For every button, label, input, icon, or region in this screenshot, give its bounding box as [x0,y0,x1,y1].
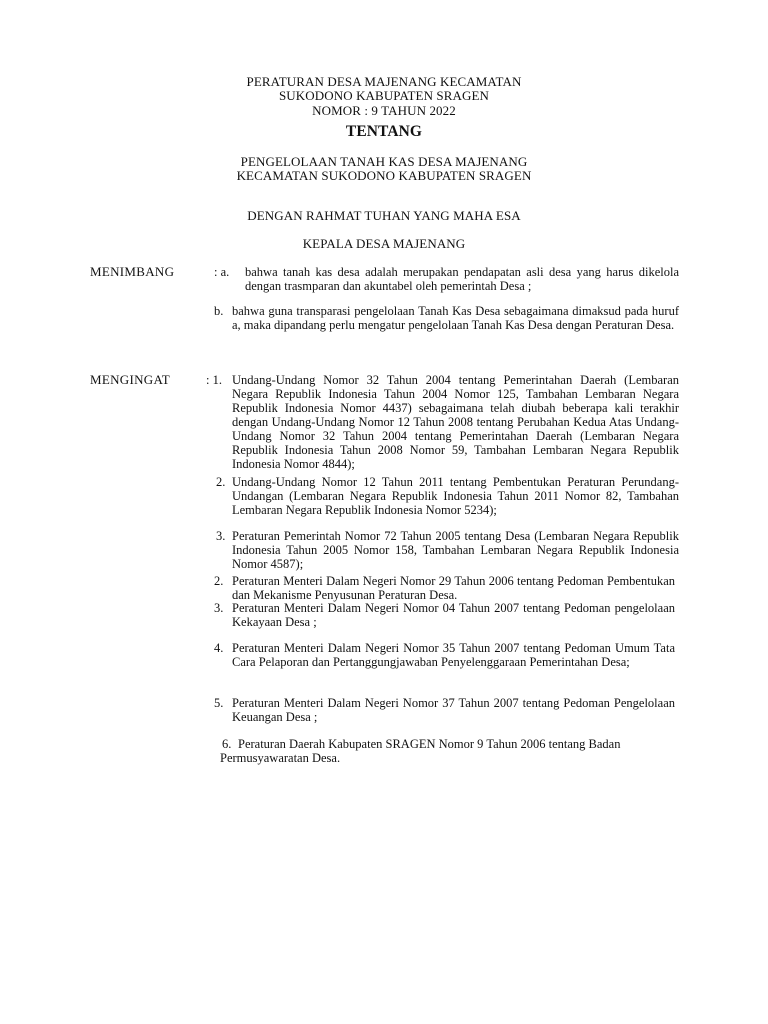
mengingat-marker-8: 6. [222,737,232,751]
mengingat-item-3: Peraturan Pemerintah Nomor 72 Tahun 2005 tentang Desa (Lembaran Negara Republik Indonesia Tahun 2005 Nomor 158, Tambahan Lembaran Negara Republik Indonesia Nomor 4587); [232,529,679,571]
menimbang-label: MENIMBANG [90,264,175,279]
mengingat-item-7: Peraturan Menteri Dalam Negeri Nomor 37 Tahun 2007 tentang Pedoman Pengelolaan Keuangan Desa ; [232,696,675,724]
menimbang-item-b: bahwa guna transparasi pengelolaan Tanah Kas Desa sebagaimana dimaksud pada huruf a, maka dipandang perlu mengatur pengelolaan Tanah Kas Desa dengan Peraturan Desa. [232,304,679,332]
official-title: KEPALA DESA MAJENANG [302,236,466,251]
mengingat-marker-2: 2. [216,475,226,489]
mengingat-marker-4: 2. [214,574,224,588]
menimbang-marker-b: b. [214,304,224,318]
tentang-heading: TENTANG [345,123,423,140]
mengingat-item-2: Undang-Undang Nomor 12 Tahun 2011 tentang Pembentukan Peraturan Perundang-Undangan (Lembaran Negara Republik Indonesia Tahun 2011 Nomor 82, Tambahan Lembaran Negara Republik Indonesia Nomor 5234); [232,475,679,517]
mengingat-item-6: Peraturan Menteri Dalam Negeri Nomor 35 Tahun 2007 tentang Pedoman Umum Tata Cara Pelaporan dan Pertanggungjawaban Penyelenggaraan Pemerintahan Desa; [232,641,675,669]
header-number: NOMOR : 9 TAHUN 2022 [312,103,456,118]
header-line-2: SUKODONO KABUPATEN SRAGEN [278,88,490,103]
mengingat-item-8: Peraturan Daerah Kabupaten SRAGEN Nomor 9 Tahun 2006 tentang Badan Permusyawaratan Desa. [220,737,621,765]
menimbang-item-a: bahwa tanah kas desa adalah merupakan pendapatan asli desa yang harus dikelola dengan trasmparan dan akuntabel oleh pemerintah Desa ; [245,265,679,293]
mengingat-marker-5: 3. [214,601,224,615]
mengingat-item-1: Undang-Undang Nomor 32 Tahun 2004 tentang Pemerintahan Daerah (Lembaran Negara Republik Indonesia Tahun 2004 Nomor 125, Tambahan Lembaran Negara Republik Indonesia Nomor 4437) sebagaimana telah diubah beberapa kali terakhir dengan Undang-Undang Nomor 12 Tahun 2008 tentang Perubahan Kedua Atas Undang-Undang Nomor 32 Tahun 2004 tentang Pemerintahan Daerah (Lembaran Negara Republik Indonesia Tahun 2008 Nomor 59, Tambahan Lembaran Negara Republik Indonesia Nomor 4844); [232,373,679,471]
mengingat-label: MENGINGAT [90,372,170,387]
mengingat-marker-7: 5. [214,696,224,710]
mengingat-marker-3: 3. [216,529,226,543]
mengingat-marker-6: 4. [214,641,224,655]
menimbang-marker-a: : a. [214,265,230,279]
mengingat-marker-1: : 1. [206,373,222,387]
mengingat-item-5: Peraturan Menteri Dalam Negeri Nomor 04 Tahun 2007 tentang Pedoman pengelolaan Kekayaan Desa ; [232,601,675,629]
grace-line: DENGAN RAHMAT TUHAN YANG MAHA ESA [247,208,521,223]
subject-line-1: PENGELOLAAN TANAH KAS DESA MAJENANG [240,154,528,169]
subject-line-2: KECAMATAN SUKODONO KABUPATEN SRAGEN [236,168,532,183]
mengingat-item-4: Peraturan Menteri Dalam Negeri Nomor 29 Tahun 2006 tentang Pedoman Pembentukan dan Mekanisme Penyusunan Peraturan Desa. [232,574,675,602]
header-line-1: PERATURAN DESA MAJENANG KECAMATAN [246,74,522,89]
